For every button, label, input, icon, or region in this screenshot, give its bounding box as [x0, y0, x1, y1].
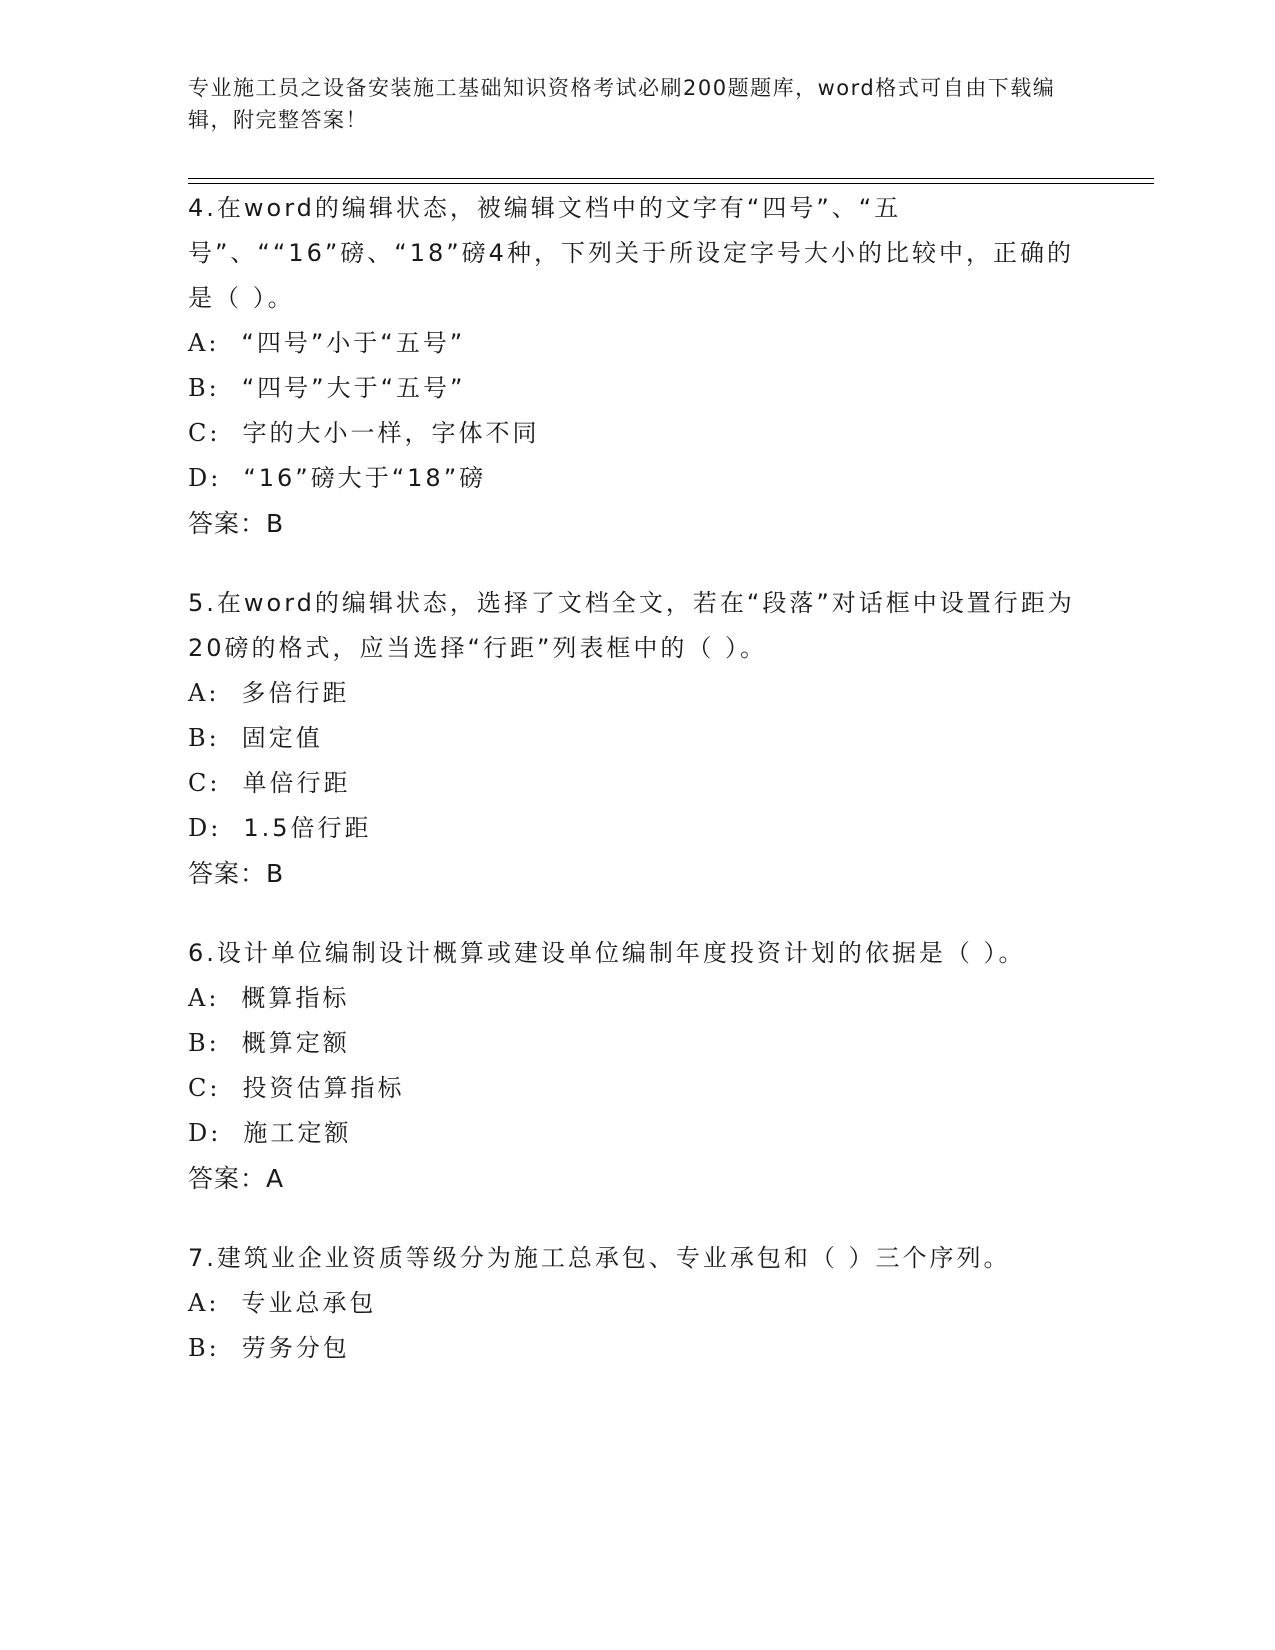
option-c [188, 411, 1088, 456]
option-text: 1.5倍行距 [243, 814, 372, 842]
option-key: C: [188, 419, 221, 447]
option-text: 概算指标 [241, 984, 350, 1012]
option-key: B: [188, 724, 220, 752]
question-6 [188, 931, 1088, 1202]
option-b [188, 716, 1088, 761]
option-b [188, 1326, 1088, 1371]
option-text: “四号”小于“五号” [241, 329, 466, 357]
answer: 答案：B [188, 859, 285, 888]
option-key: D: [188, 1119, 222, 1147]
option-d [188, 456, 1088, 501]
option-key: B: [188, 1334, 220, 1362]
option-c [188, 761, 1088, 806]
question-text: 5.在word的编辑状态，选择了文档全文，若在“段落”对话框中设置行距为20磅的格式，应当选择“行距”列表框中的（ ）。 [188, 589, 1075, 662]
document-header: 专业施工员之设备安装施工基础知识资格考试必刷200题题库，word格式可自由下载编辑，附完整答案！ [188, 76, 1056, 132]
option-text: 概算定额 [241, 1029, 350, 1057]
option-d [188, 806, 1088, 851]
question-7 [188, 1236, 1088, 1371]
question-5 [188, 581, 1088, 897]
question-text: 4.在word的编辑状态，被编辑文档中的文字有“四号”、“五号”、““16”磅、“18”磅4种，下列关于所设定字号大小的比较中，正确的是（ ）。 [188, 194, 1074, 312]
option-text: 单倍行距 [242, 769, 351, 797]
question-list [188, 186, 1088, 1405]
header-divider [188, 178, 1154, 184]
option-key: A: [188, 679, 220, 707]
answer: 答案：A [188, 1164, 285, 1193]
option-text: 字的大小一样，字体不同 [242, 419, 540, 447]
option-key: C: [188, 1074, 221, 1102]
question-text: 7.建筑业企业资质等级分为施工总承包、专业承包和（ ）三个序列。 [188, 1244, 1011, 1272]
option-text: 专业总承包 [241, 1289, 377, 1317]
option-a [188, 671, 1088, 716]
option-a [188, 1281, 1088, 1326]
option-text: 多倍行距 [241, 679, 350, 707]
option-text: 投资估算指标 [242, 1074, 405, 1102]
option-key: D: [188, 814, 222, 842]
answer: 答案：B [188, 509, 285, 538]
option-text: 固定值 [241, 724, 323, 752]
option-key: B: [188, 1029, 220, 1057]
option-d [188, 1111, 1088, 1156]
option-key: A: [188, 329, 220, 357]
option-b [188, 1021, 1088, 1066]
option-text: 劳务分包 [241, 1334, 350, 1362]
option-key: C: [188, 769, 221, 797]
question-4 [188, 186, 1088, 547]
option-a [188, 321, 1088, 366]
question-text: 6.设计单位编制设计概算或建设单位编制年度投资计划的依据是（ ）。 [188, 939, 1026, 967]
option-b [188, 366, 1088, 411]
option-text: “四号”大于“五号” [241, 374, 466, 402]
option-key: B: [188, 374, 220, 402]
option-text: “16”磅大于“18”磅 [243, 464, 487, 492]
option-c [188, 1066, 1088, 1111]
option-a [188, 976, 1088, 1021]
option-text: 施工定额 [243, 1119, 352, 1147]
option-key: D: [188, 464, 222, 492]
option-key: A: [188, 984, 220, 1012]
option-key: A: [188, 1289, 220, 1317]
